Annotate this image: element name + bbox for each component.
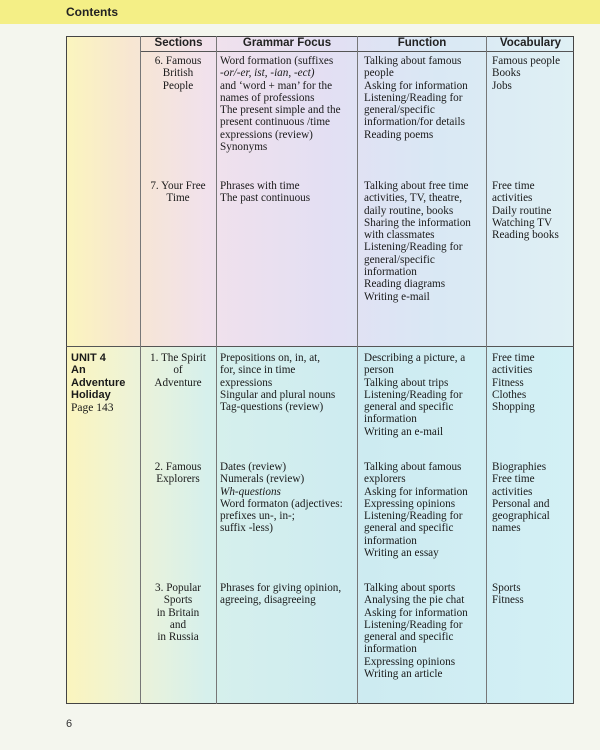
- row-6-vocabulary: Famous people Books Jobs: [492, 55, 561, 92]
- unit-number: UNIT 4: [71, 352, 106, 364]
- row-u4-3-function: Talking about sports Analysing the pie chat Asking for information Listening/Reading for general and specific information Expressing opinions Writing an article: [364, 582, 468, 681]
- row-u4-3-section: 3. Popular Sports in Britain and in Russia: [155, 582, 201, 644]
- row-u4-3-grammar: Phrases for giving opinion, agreeing, disagreeing: [220, 582, 342, 607]
- row-u4-2-grammar: Dates (review) Numerals (review) Wh-questions Word formaton (adjectives: prefixes un-, in-; suffix -less): [220, 461, 343, 535]
- col-divider-3: [357, 36, 358, 704]
- col-header-function: Function: [397, 37, 447, 49]
- row-u4-2-function: Talking about famous explorers Asking for information Expressing opinions Listening/Reading for general and specific information Writing an essay: [364, 461, 468, 560]
- row-u4-1-section: 1. The Spirit of Adventure: [149, 352, 207, 389]
- unit-title-3: Holiday: [71, 389, 111, 402]
- row-6-function: Talking about famous people Asking for information Listening/Reading for general/specific information/for details Reading poems: [364, 55, 468, 141]
- col-header-sections: Sections: [154, 37, 203, 49]
- unit-title-1: An: [71, 364, 86, 377]
- row-u4-2-section: 2. Famous Explorers: [154, 461, 202, 486]
- unit-page: Page 143: [71, 401, 114, 414]
- row-u4-1-grammar: Prepositions on, in, at, for, since in time expressions Singular and plural nouns Tag-questions (review): [220, 352, 336, 414]
- row-u4-1-vocabulary: Free time activities Fitness Clothes Shopping: [492, 352, 535, 414]
- col-divider-2: [216, 36, 217, 704]
- row-u4-3-vocabulary: Sports Fitness: [492, 582, 524, 607]
- unit-label: [71, 352, 125, 414]
- unit-divider: [66, 346, 574, 347]
- row-7-grammar: Phrases with time The past continuous: [220, 180, 311, 205]
- page-number: 6: [66, 718, 73, 730]
- unit-title-2: Adventure: [71, 376, 126, 389]
- col-header-grammar: Grammar Focus: [242, 37, 332, 49]
- col-header-vocabulary: Vocabulary: [499, 37, 562, 49]
- page-title: Contents: [66, 5, 118, 19]
- col-divider-1: [140, 36, 141, 704]
- row-u4-2-vocabulary: Biographies Free time activities Personal and geographical names: [492, 461, 550, 535]
- header-bar: [0, 0, 600, 24]
- row-7-section: 7. Your Free Time: [150, 180, 206, 205]
- row-7-function: Talking about free time activities, TV, theatre, daily routine, books Sharing the information with classmates Listening/Reading for general/specific information Reading diagrams Writing e-mail: [364, 180, 471, 303]
- row-7-vocabulary: Free time activities Daily routine Watching TV Reading books: [492, 180, 559, 242]
- row-6-grammar: Word formation (suffixes -or/-er, ist, -ian, -ect) and ‘word + man’ for the names of professions The present simple and the present continuous /time expressions (review) Synonyms: [220, 55, 341, 154]
- col-divider-4: [486, 36, 487, 704]
- row-6-section: 6. Famous British People: [154, 55, 202, 92]
- row-u4-1-function: Describing a picture, a person Talking about trips Listening/Reading for general and specific information Writing an e-mail: [364, 352, 466, 438]
